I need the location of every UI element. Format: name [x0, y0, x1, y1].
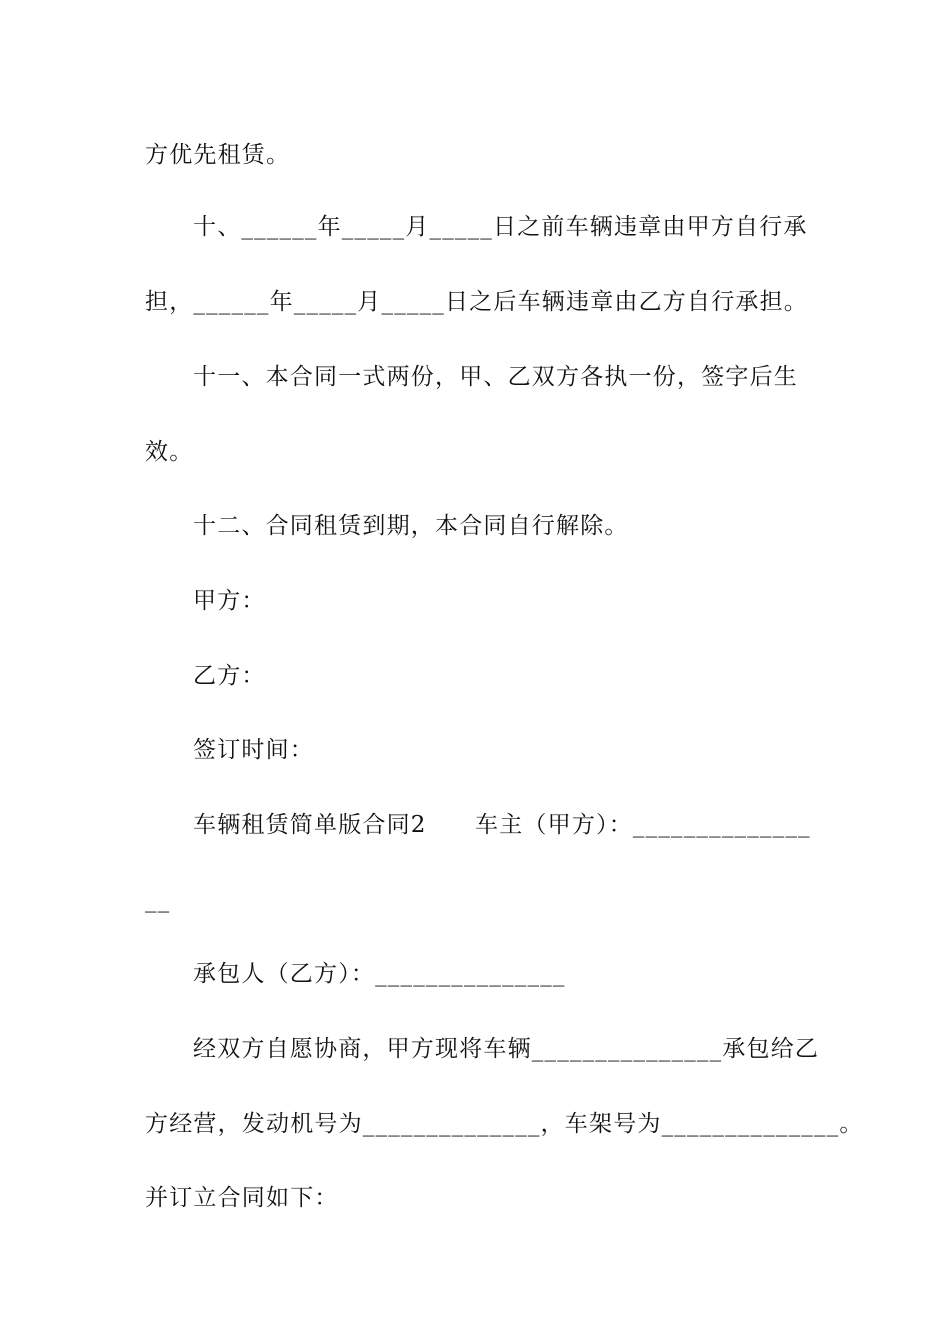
contractor-field: 承包人（乙方）：_______________	[193, 961, 566, 987]
agreement-intro-line-3: 并订立合同如下：	[145, 1185, 339, 1211]
contract-2-heading-and-owner-field: 车辆租赁简单版合同2 车主（甲方）：______________	[193, 812, 811, 838]
clause-nine-continuation: 方优先租赁。	[145, 142, 291, 168]
owner-field-continuation: __	[145, 887, 171, 913]
agreement-intro-line-2: 方经营，发动机号为______________，车架号为______________。	[145, 1111, 864, 1137]
clause-ten-line-1: 十、______年_____月_____日之前车辆违章由甲方自行承	[193, 214, 808, 240]
agreement-intro-line-1: 经双方自愿协商，甲方现将车辆_______________承包给乙	[193, 1036, 820, 1062]
signing-date-label: 签订时间：	[193, 737, 314, 763]
clause-eleven-line-2: 效。	[145, 439, 194, 465]
clause-ten-line-2: 担，______年_____月_____日之后车辆违章由乙方自行承担。	[145, 289, 808, 315]
party-a-signature-label: 甲方：	[193, 588, 266, 614]
clause-twelve: 十二、合同租赁到期，本合同自行解除。	[193, 513, 629, 539]
clause-eleven-line-1: 十一、本合同一式两份，甲、乙双方各执一份，签字后生	[193, 364, 798, 390]
party-b-signature-label: 乙方：	[193, 663, 266, 689]
